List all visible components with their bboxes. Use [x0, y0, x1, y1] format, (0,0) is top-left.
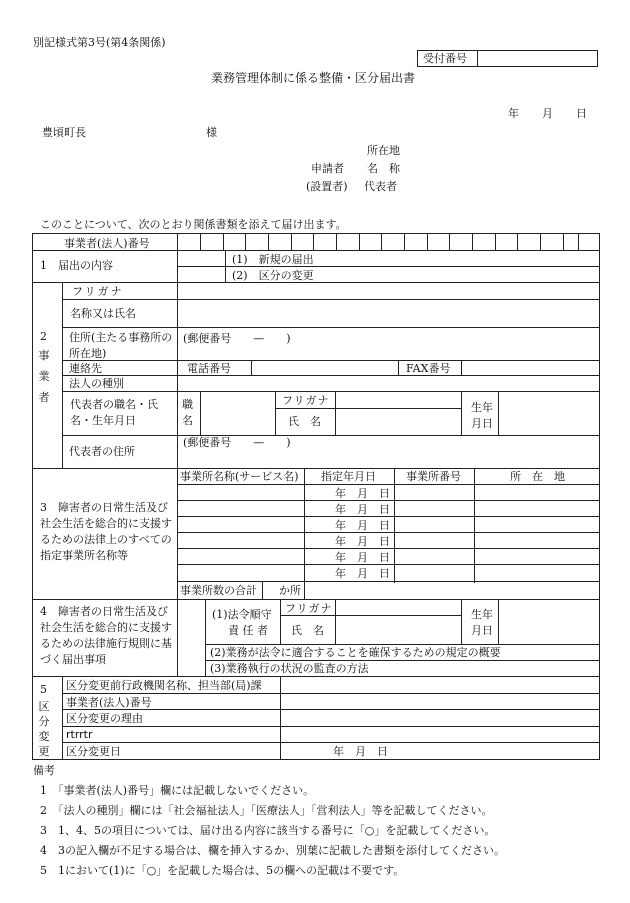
- rep-furigana-label: フリガナ: [282, 394, 330, 407]
- name-label: 名称又は氏名: [70, 307, 136, 320]
- s3-col-number: 事業所番号: [406, 470, 461, 483]
- s3-date-row5: 年 月 日: [335, 551, 390, 564]
- s5-business-number: 事業者(法人)番号: [66, 696, 152, 709]
- s4-name-label: 氏 名: [291, 624, 324, 637]
- s3-date-row1: 年 月 日: [335, 487, 390, 500]
- s5-reason: 区分変更の理由: [66, 712, 143, 725]
- founder-label: (設置者): [306, 180, 348, 193]
- s4-audit-method: (3)業務執行の状況の監査の方法: [210, 662, 369, 675]
- s5-typed-entry[interactable]: rtrrtr: [66, 728, 93, 741]
- s3-total-label: 事業所数の合計: [180, 584, 257, 597]
- s3-col-name: 事業所名称(サービス名): [180, 470, 299, 483]
- section4-label: 4 障害者の日常生活及び社会生活を総合的に支援するための法律施行規則に基づく届出事項: [40, 605, 172, 666]
- rep-birthdate-label: 生年月日: [471, 401, 493, 430]
- intro-text: このことについて、次のとおり関係書類を添えて届け出ます。: [40, 218, 347, 231]
- receipt-divider: [477, 50, 478, 67]
- s5-change-date: 年 月 日: [333, 745, 388, 758]
- section1-label: 1 届出の内容: [40, 259, 113, 272]
- representative-label: 代表者: [364, 180, 397, 193]
- s4-compliance-officer-1: (1)法令順守: [212, 608, 272, 621]
- date-year: 年: [508, 107, 519, 120]
- s4-rules-summary: (2)業務が法令に適合することを確保するための規定の概要: [210, 646, 501, 659]
- s3-date-row2: 年 月 日: [335, 503, 390, 516]
- phone-label: 電話番号: [187, 362, 231, 375]
- corp-type-label: 法人の種別: [69, 377, 124, 390]
- page-title: 業務管理体制に係る整備・区分届出書: [211, 71, 416, 85]
- section2-vertical-label: 事業者: [38, 349, 50, 404]
- section5-vertical-label: 区分変更: [38, 700, 50, 758]
- date-month: 月: [542, 107, 553, 120]
- s4-furigana-label: フリガナ: [285, 602, 333, 615]
- applicant-name-label: 名 称: [367, 162, 400, 175]
- fax-label: FAX番号: [406, 362, 451, 375]
- honorific: 様: [206, 126, 217, 139]
- notes-title: 備考: [33, 764, 55, 777]
- rep-address-label: 代表者の住所: [69, 445, 135, 458]
- s3-col-location: 所 在 地: [510, 470, 565, 483]
- rep-postal-code[interactable]: (郵便番号 — ): [183, 436, 291, 449]
- note-item: 3 1、4、5の項目については、届け出る内容に該当する番号に「○」を記載してください。: [40, 824, 496, 837]
- form-number: 別記様式第3号(第4条関係): [33, 36, 166, 49]
- addressee: 豊頃町長: [42, 126, 86, 139]
- section2-number: 2: [40, 330, 47, 343]
- receipt-number-field[interactable]: [479, 52, 596, 66]
- address-label: 所在地: [367, 144, 400, 157]
- s3-count-unit: か所: [279, 584, 301, 597]
- rep-title-name-label: 代表者の職名・氏名・生年月日: [70, 398, 158, 427]
- s3-col-date: 指定年月日: [321, 470, 376, 483]
- s5-change-date-label: 区分変更日: [66, 745, 121, 758]
- receipt-label: 受付番号: [423, 52, 467, 65]
- section3-label: 3 障害者の日常生活及び社会生活を総合的に支援するための法律上のすべての指定事業所名称等: [40, 501, 172, 562]
- note-item: 4 3の記入欄が不足する場合は、欄を挿入するか、別葉に記載した書類を添付してください。: [40, 844, 505, 857]
- note-item: 1 「事業者(法人)番号」欄には記載しないでください。: [40, 784, 315, 797]
- contact-label: 連絡先: [69, 362, 102, 375]
- date-day: 日: [576, 107, 587, 120]
- section1-option-change[interactable]: (2) 区分の変更: [232, 269, 314, 282]
- section1-option-new[interactable]: (1) 新規の届出: [232, 253, 314, 266]
- furigana-label: フリガナ: [72, 285, 124, 298]
- s3-date-row4: 年 月 日: [335, 535, 390, 548]
- main-office-address-label: 住所(主たる事務所の所在地): [69, 331, 173, 360]
- s3-date-row6: 年 月 日: [335, 567, 390, 580]
- s4-compliance-officer-2: 責 任 者: [228, 624, 268, 637]
- s5-prev-agency: 区分変更前行政機関名称、担当部(局)課: [66, 679, 262, 692]
- position-label: 職名: [182, 398, 193, 427]
- business-number-label: 事業者(法人)番号: [64, 237, 150, 250]
- applicant-label: 申請者: [311, 162, 344, 175]
- rep-name-label: 氏 名: [288, 415, 321, 428]
- note-item: 2 「法人の種別」欄には「社会福祉法人」「医療法人」「営利法人」等を記載してください。: [40, 804, 493, 817]
- note-item: 5 1において(1)に「○」を記載した場合は、5の欄への記載は不要です。: [40, 864, 405, 877]
- s3-date-row3: 年 月 日: [335, 519, 390, 532]
- section5-number: 5: [40, 683, 47, 696]
- s4-birthdate-label: 生年月日: [471, 608, 493, 637]
- postal-code[interactable]: (郵便番号 — ): [183, 332, 291, 345]
